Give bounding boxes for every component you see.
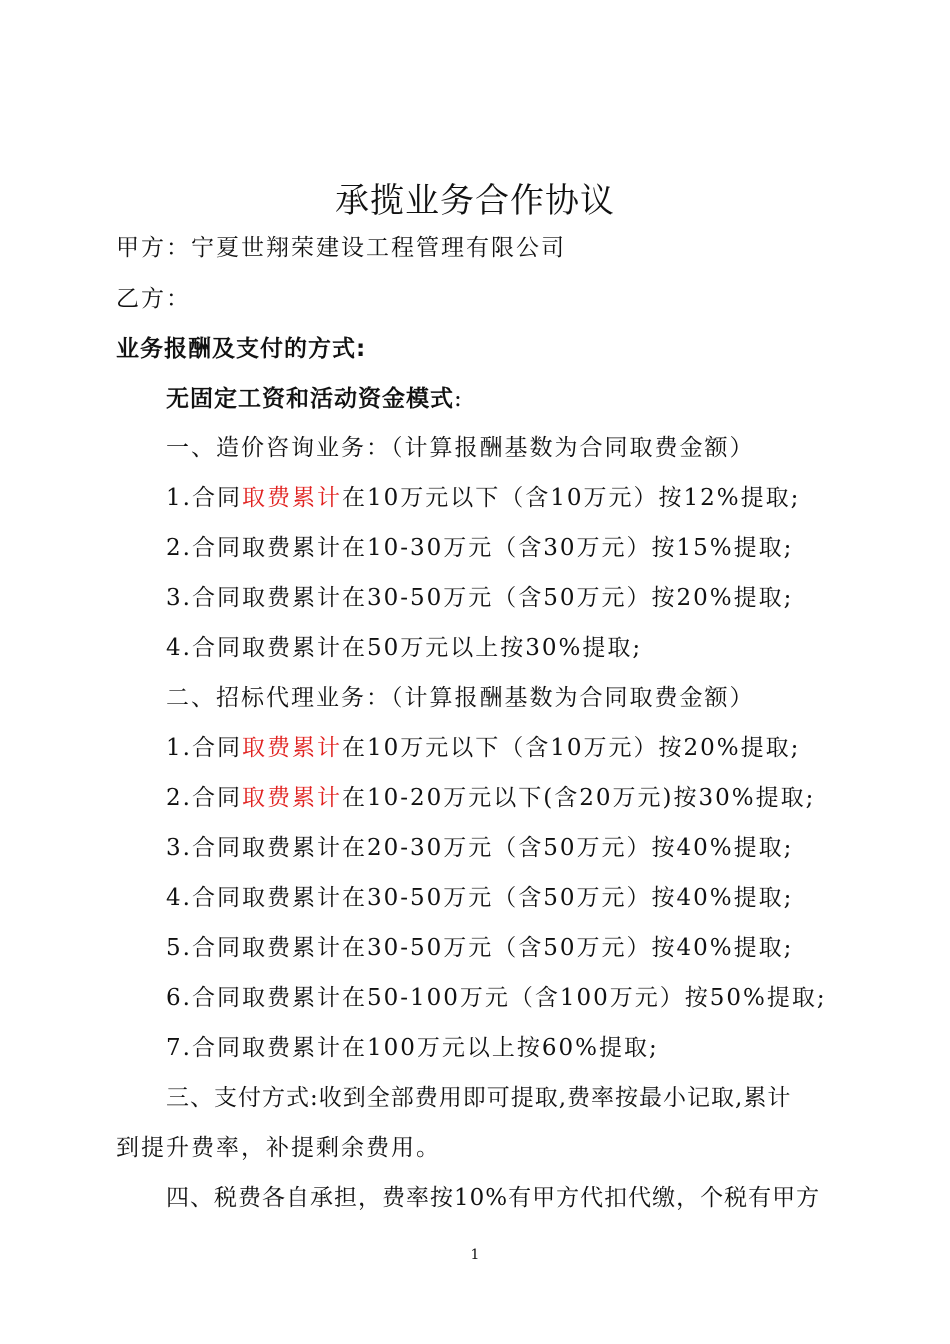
party-a-line: 甲方：宁夏世翔荣建设工程管理有限公司 xyxy=(116,235,566,261)
cost-item-4 xyxy=(166,633,642,663)
item-highlight: 取费累计 xyxy=(241,785,342,811)
item-text: 取费累计在100万元以上按60%提取; xyxy=(241,1035,659,1061)
item-prefix: 1.合同 xyxy=(166,485,242,511)
item-text: 取费累计在20-30万元（含50万元）按40%提取; xyxy=(241,835,794,861)
payment-method-line-2: 到提升费率，补提剩余费用。 xyxy=(116,1135,441,1161)
item-highlight: 取费累计 xyxy=(241,735,342,761)
mode-heading xyxy=(166,384,464,414)
item-text: 取费累计在30-50万元（含50万元）按40%提取; xyxy=(241,935,794,961)
item-text: 取费累计在10-30万元（含30万元）按15%提取; xyxy=(241,535,794,561)
bid-item-5 xyxy=(166,933,793,963)
item-prefix: 2.合同 xyxy=(166,785,242,811)
payment-method-line-1: 三、支付方式:收到全部费用即可提取,费率按最小记取,累计 xyxy=(166,1085,792,1111)
bid-item-4 xyxy=(166,883,793,913)
party-b-line: 乙方： xyxy=(116,286,191,312)
item-prefix: 4.合同 xyxy=(166,635,242,661)
mode-heading-text: 无固定工资和活动资金模式 xyxy=(166,386,454,412)
bid-item-7 xyxy=(166,1033,659,1063)
cost-item-2 xyxy=(166,533,793,563)
item-text: 取费累计在50万元以上按30%提取; xyxy=(241,635,643,661)
item-prefix: 7.合同 xyxy=(166,1035,242,1061)
item-prefix: 5.合同 xyxy=(166,935,242,961)
item-prefix: 2.合同 xyxy=(166,535,242,561)
item-prefix: 3.合同 xyxy=(166,585,242,611)
item-text: 取费累计在30-50万元（含50万元）按40%提取; xyxy=(241,885,794,911)
bid-item-3 xyxy=(166,833,793,863)
item-prefix: 1.合同 xyxy=(166,735,242,761)
item-prefix: 4.合同 xyxy=(166,885,242,911)
cost-consulting-heading: 一、造价咨询业务：（计算报酬基数为合同取费金额） xyxy=(166,435,755,461)
tax-line-1: 四、税费各自承担，费率按10%有甲方代扣代缴，个税有甲方 xyxy=(166,1185,821,1211)
page-number: 1 xyxy=(470,1247,480,1263)
mode-heading-colon: : xyxy=(454,386,464,412)
document-title: 承揽业务合作协议 xyxy=(335,181,615,221)
item-text: 在10-20万元以下(含20万元)按30%提取; xyxy=(341,785,816,811)
bid-item-1 xyxy=(166,733,800,763)
item-text: 在10万元以下（含10万元）按20%提取; xyxy=(341,735,801,761)
bidding-agency-heading: 二、招标代理业务：（计算报酬基数为合同取费金额） xyxy=(166,685,755,711)
bid-item-6 xyxy=(166,983,827,1013)
item-prefix: 6.合同 xyxy=(166,985,242,1011)
cost-item-3 xyxy=(166,583,793,613)
section-heading: 业务报酬及支付的方式: xyxy=(116,336,367,362)
bid-item-2 xyxy=(166,783,815,813)
cost-item-1 xyxy=(166,483,800,513)
item-text: 在10万元以下（含10万元）按12%提取; xyxy=(341,485,801,511)
item-prefix: 3.合同 xyxy=(166,835,242,861)
item-highlight: 取费累计 xyxy=(241,485,342,511)
item-text: 取费累计在50-100万元（含100万元）按50%提取; xyxy=(241,985,827,1011)
item-text: 取费累计在30-50万元（含50万元）按20%提取; xyxy=(241,585,794,611)
